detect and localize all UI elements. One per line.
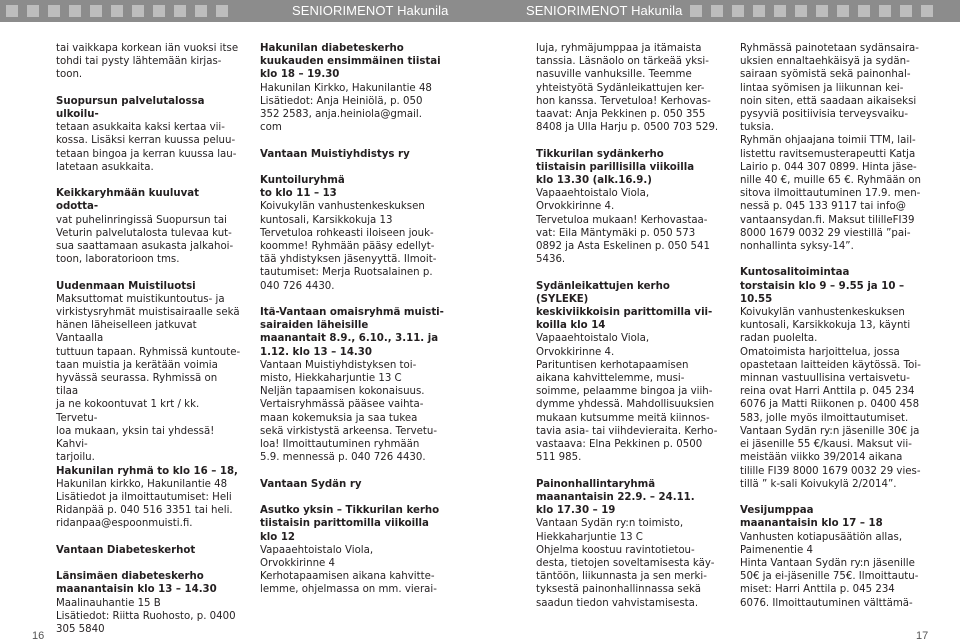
text-line: dymme yhdessä. Mahdollisuuksien bbox=[536, 399, 715, 411]
text-line: Ryhmässä painotetaan sydänsaira- bbox=[740, 43, 919, 54]
text-line: Sydänleikattujen kerho (SYLEKE) bbox=[536, 280, 670, 305]
text-line: Länsimäen diabeteskerho bbox=[56, 571, 204, 583]
header-square bbox=[216, 5, 228, 17]
text-line: lemme, ohjelmassa on mm. vierai- bbox=[260, 584, 437, 596]
text-line: loa mukaan, yksin tai yhdessä! Kahvi- bbox=[56, 425, 215, 451]
text-line: Uudenmaan Muistiluotsi bbox=[56, 280, 196, 292]
text-line: com bbox=[260, 122, 282, 134]
text-line: misto, Hiekkaharjuntie 13 C bbox=[260, 373, 402, 385]
text-column-2 bbox=[260, 42, 446, 597]
text-line: hyvässä seurassa. Ryhmissä on tilaa bbox=[56, 373, 218, 398]
paragraph-spacer bbox=[56, 266, 242, 279]
text-line: tavia asia- tai viihdevieraita. Kerho- bbox=[536, 425, 718, 437]
text-line: Vantaan Muistiyhdistyksen toi- bbox=[260, 359, 417, 371]
text-line: Vanhusten kotiapusäätiön allas, bbox=[740, 531, 903, 543]
text-column-4 bbox=[740, 42, 936, 610]
text-line: tetaan bingoa ja kerran kuussa lau- bbox=[56, 148, 237, 160]
text-line: klo 18 – 19.30 bbox=[260, 69, 340, 81]
paragraph-spacer bbox=[536, 465, 722, 478]
header-square bbox=[153, 5, 165, 17]
text-line: 50€ ja ei-jäsenille 75€. Ilmoittautu- bbox=[740, 571, 919, 583]
text-line: 352 2583, anja.heiniola@gmail. bbox=[260, 109, 422, 121]
header-title-left: SENIORIMENOT Hakunila bbox=[292, 3, 449, 18]
text-line: Orvokkirinne 4. bbox=[536, 346, 615, 358]
text-line: nille 40 €, muille 65 €. Ryhmään on bbox=[740, 175, 921, 187]
header-square bbox=[900, 5, 912, 17]
text-line: tetaan asukkaita kaksi kertaa vii- bbox=[56, 122, 225, 134]
paragraph-spacer bbox=[260, 465, 446, 478]
paragraph-spacer bbox=[56, 531, 242, 544]
text-line: tiistaisin parittomilla viikoilla bbox=[260, 518, 429, 530]
page-number-right: 17 bbox=[916, 630, 929, 642]
text-line: desta, tietojen soveltamisesta käy- bbox=[536, 557, 715, 569]
text-line: hänen läheiselleen jatkuvat Vantaalla bbox=[56, 320, 197, 345]
text-line: kossa. Lisäksi kerran kuussa peluu- bbox=[56, 135, 236, 147]
text-line: Itä-Vantaan omaisryhmä muisti- bbox=[260, 307, 444, 319]
text-column-3 bbox=[536, 42, 722, 610]
header-square bbox=[6, 5, 18, 17]
text-line: Lisätiedot ja ilmoittautumiset: Heli bbox=[56, 491, 232, 503]
text-line: Tervetuloa mukaan! Kerhovastaa- bbox=[536, 214, 708, 226]
text-line: nasuville vanhuksille. Teemme bbox=[536, 69, 692, 81]
header-title-right: SENIORIMENOT Hakunila bbox=[526, 3, 683, 18]
text-line: noin siten, että saadaan aikaiseksi bbox=[740, 95, 917, 107]
text-line: luja, ryhmäjumppaa ja itämaista bbox=[536, 43, 702, 54]
text-line: tuttuun tapaan. Ryhmissä kuntoute- bbox=[56, 346, 241, 358]
text-line: Keikkaryhmään kuuluvat odotta- bbox=[56, 188, 200, 213]
text-line: sairaan syömistä sekä painonhal- bbox=[740, 69, 911, 81]
text-line: Maalinauhantie 15 B bbox=[56, 597, 161, 609]
header-square bbox=[837, 5, 849, 17]
text-line: kuntosali, Karsikkokuja 13, käynti bbox=[740, 320, 911, 332]
paragraph-spacer bbox=[260, 134, 446, 147]
header-square bbox=[858, 5, 870, 17]
text-line: Hiekkaharjuntie 13 C bbox=[536, 531, 643, 543]
header-bar bbox=[0, 0, 960, 22]
header-square bbox=[816, 5, 828, 17]
text-line: Lairio p. 044 307 0899. Hinta jäse- bbox=[740, 161, 917, 173]
header-square bbox=[711, 5, 723, 17]
text-line: Vertaisryhmässä pääsee vaihta- bbox=[260, 399, 424, 411]
text-line: tautumiset: Merja Ruotsalainen p. bbox=[260, 267, 433, 279]
text-line: Hakunilan kirkko, Hakunilantie 48 bbox=[56, 478, 228, 490]
header-square bbox=[921, 5, 933, 17]
paragraph-spacer bbox=[56, 174, 242, 187]
text-line: maan kokemuksia ja saa tukea bbox=[260, 412, 418, 424]
page-number-left: 16 bbox=[32, 630, 45, 642]
text-column-1 bbox=[56, 42, 242, 636]
text-line: maanantaisin 22.9. – 24.11. bbox=[536, 491, 695, 503]
text-line: tarjoilu. bbox=[56, 452, 95, 464]
text-line: Veturin palvelutalosta tulevaa kut- bbox=[56, 227, 232, 239]
paragraph-spacer bbox=[260, 161, 446, 174]
text-line: mukaan kutsumme meitä kiinnos- bbox=[536, 412, 710, 424]
text-line: Parituntisen kerhotapaamisen bbox=[536, 359, 689, 371]
text-line: keskiviikkoisin parittomilla vii- bbox=[536, 307, 713, 319]
header-square bbox=[774, 5, 786, 17]
text-line: vat puhelinringissä Suopursun tai bbox=[56, 214, 227, 226]
text-line: tillä ” k-sali Koivukylä 2/2014”. bbox=[740, 478, 897, 490]
text-line: koomme! Ryhmään pääsy edellyt- bbox=[260, 241, 435, 253]
text-line: 6076 ja Matti Riikonen p. 0400 458 bbox=[740, 399, 920, 411]
text-line: täntöön, liikunnasta ja sen merki- bbox=[536, 571, 707, 583]
text-line: torstaisin klo 9 – 9.55 ja 10 – 10.55 bbox=[740, 280, 905, 305]
text-line: 8000 1679 0032 29 viestillä ”pai- bbox=[740, 227, 911, 239]
text-line: Vantaan Sydän ry bbox=[260, 478, 362, 490]
text-line: aikana kahvittelemme, musi- bbox=[536, 373, 685, 385]
paragraph-spacer bbox=[56, 82, 242, 95]
paragraph-spacer bbox=[260, 491, 446, 504]
text-line: 305 5840 bbox=[56, 623, 105, 635]
text-line: klo 12 bbox=[260, 531, 295, 543]
header-square bbox=[69, 5, 81, 17]
text-line: miset: Harri Anttila p. 045 234 bbox=[740, 584, 895, 596]
text-line: sitova ilmoittautuminen 17.9. men- bbox=[740, 188, 921, 200]
text-line: minnan vastuullisina vertaisvetu- bbox=[740, 373, 910, 385]
text-line: vastaava: Elna Pekkinen p. 0500 bbox=[536, 439, 703, 451]
text-line: maanantaisin klo 17 – 18 bbox=[740, 518, 883, 530]
text-line: Kerhotapaamisen aikana kahvitte- bbox=[260, 571, 435, 583]
text-line: ridanpaa@espoonmuisti.fi. bbox=[56, 518, 193, 530]
text-line: lintaa syömisen ja liikunnan kei- bbox=[740, 82, 904, 94]
text-line: 1.12. klo 13 – 14.30 bbox=[260, 346, 372, 358]
text-line: to klo 11 – 13 bbox=[260, 188, 337, 200]
text-line: Omatoimista harjoittelua, jossa bbox=[740, 346, 900, 358]
text-line: Orvokkirinne 4 bbox=[260, 557, 336, 569]
text-line: sekä virkistystä arkeensa. Tervetu- bbox=[260, 425, 438, 437]
text-line: uksien ennaltaehkäisyä ja sydän- bbox=[740, 56, 910, 68]
header-square bbox=[732, 5, 744, 17]
paragraph-spacer bbox=[740, 253, 936, 266]
text-line: Koivukylän vanhustenkeskuksen bbox=[260, 201, 425, 213]
header-square bbox=[195, 5, 207, 17]
text-line: ei jäsenille 55 €/kausi. Maksut vii- bbox=[740, 439, 912, 451]
text-line: Tervetuloa rohkeasti iloiseen jouk- bbox=[260, 227, 434, 239]
text-line: Kuntoiluryhmä bbox=[260, 175, 345, 187]
text-line: Kuntosalitoimintaa bbox=[740, 267, 850, 279]
text-line: tää yhdistyksen jäsenyyttä. Ilmoit- bbox=[260, 254, 437, 266]
text-line: ja ne kokoontuvat 1 krt / kk. Tervetu- bbox=[56, 399, 200, 424]
text-line: Neljän tapaamisen kokonaisuus. bbox=[260, 386, 425, 398]
text-line: saadun tiedon vahvistamisesta. bbox=[536, 597, 699, 609]
text-line: toon. bbox=[56, 69, 83, 81]
paragraph-spacer bbox=[740, 491, 936, 504]
text-line: Vesijumppaa bbox=[740, 505, 814, 517]
text-line: tanssia. Läsnäolo on tärkeää yksi- bbox=[536, 56, 709, 68]
text-line: tilille FI39 8000 1679 0032 29 vies- bbox=[740, 465, 921, 477]
text-line: Asutko yksin – Tikkurilan kerho bbox=[260, 505, 440, 517]
header-square bbox=[690, 5, 702, 17]
text-line: taavat: Anja Pekkinen p. 050 355 bbox=[536, 109, 706, 121]
text-line: sua saattamaan asukasta jalkahoi- bbox=[56, 241, 234, 253]
paragraph-spacer bbox=[260, 293, 446, 306]
header-decoration-right bbox=[690, 5, 933, 17]
text-line: Koivukylän vanhustenkeskuksen bbox=[740, 307, 905, 319]
text-line: tohdi tai pysty lähtemään kirjas- bbox=[56, 56, 222, 68]
header-square bbox=[48, 5, 60, 17]
text-line: radan puolelta. bbox=[740, 333, 818, 345]
text-line: meistään viikko 39/2014 aikana bbox=[740, 452, 903, 464]
header-square bbox=[174, 5, 186, 17]
text-line: virkistysryhmät muistisairaalle sekä bbox=[56, 307, 240, 319]
text-line: reina ovat Harri Anttila p. 045 234 bbox=[740, 386, 915, 398]
text-line: Paimenentie 4 bbox=[740, 544, 813, 556]
text-line: Ryhmän ohjaajana toimii TTM, lail- bbox=[740, 135, 916, 147]
text-line: tiistaisin parillisilla viikoilla bbox=[536, 161, 695, 173]
text-line: Orvokkirinne 4. bbox=[536, 201, 615, 213]
header-decoration-left bbox=[6, 5, 228, 17]
text-line: toon, laboratorioon tms. bbox=[56, 254, 180, 266]
header-square bbox=[27, 5, 39, 17]
text-line: Ohjelma koostuu ravintotietou- bbox=[536, 544, 695, 556]
text-line: kuukauden ensimmäinen tiistai bbox=[260, 56, 441, 68]
text-line: Painonhallintaryhmä bbox=[536, 478, 656, 490]
text-line: maanantaisin klo 13 – 14.30 bbox=[56, 584, 217, 596]
text-line: 8408 ja Ulla Harju p. 0500 703 529. bbox=[536, 122, 719, 134]
text-line: 5436. bbox=[536, 254, 566, 266]
text-line: soimme, pelaamme bingoa ja viih- bbox=[536, 386, 713, 398]
text-line: 5.9. mennessä p. 040 726 4430. bbox=[260, 452, 426, 464]
text-line: nessä p. 045 133 9117 tai info@ bbox=[740, 201, 906, 213]
header-square bbox=[753, 5, 765, 17]
text-line: 511 985. bbox=[536, 452, 582, 464]
text-line: Vantaan Sydän ry:n toimisto, bbox=[536, 518, 684, 530]
text-line: hon kanssa. Tervetuloa! Kerhovas- bbox=[536, 95, 711, 107]
text-line: tyksestä painonhallinnassa sekä bbox=[536, 584, 701, 596]
paragraph-spacer bbox=[536, 134, 722, 147]
text-line: koilla klo 14 bbox=[536, 320, 606, 332]
text-line: Vapaaehtoistalo Viola, bbox=[260, 544, 374, 556]
text-line: listettu ravitsemusterapeutti Katja bbox=[740, 148, 916, 160]
text-line: pysyviä positiivisia terveysvaiku- bbox=[740, 109, 909, 121]
header-square bbox=[795, 5, 807, 17]
text-line: opastetaan laitteiden käytössä. Toi- bbox=[740, 359, 921, 371]
text-line: taan muistia ja kerätään voimia bbox=[56, 359, 218, 371]
text-line: Vapaaehtoistalo Viola, bbox=[536, 188, 650, 200]
text-line: Maksuttomat muistikuntoutus- ja bbox=[56, 293, 225, 305]
header-square bbox=[879, 5, 891, 17]
text-line: Ridanpää p. 040 516 3351 tai heli. bbox=[56, 505, 233, 517]
text-line: Tikkurilan sydänkerho bbox=[536, 148, 664, 160]
text-line: 040 726 4430. bbox=[260, 280, 335, 292]
text-line: 6076. Ilmoittautuminen välttämä- bbox=[740, 597, 913, 609]
text-line: Lisätiedot: Anja Heiniölä, p. 050 bbox=[260, 95, 423, 107]
text-line: klo 17.30 – 19 bbox=[536, 505, 616, 517]
text-line: vat: Eila Mäntymäki p. 050 573 bbox=[536, 227, 696, 239]
text-line: sairaiden läheisille bbox=[260, 320, 369, 332]
text-line: loa! Ilmoittautuminen ryhmään bbox=[260, 439, 420, 451]
header-square bbox=[132, 5, 144, 17]
text-line: Hakunilan Kirkko, Hakunilantie 48 bbox=[260, 82, 432, 94]
text-line: Suopursun palvelutalossa ulkoilu- bbox=[56, 95, 205, 121]
text-line: latetaan asukkaita. bbox=[56, 161, 154, 173]
text-line: vantaansydan.fi. Maksut tililleFI39 bbox=[740, 214, 915, 226]
paragraph-spacer bbox=[536, 266, 722, 279]
text-line: maanantait 8.9., 6.10., 3.11. ja bbox=[260, 333, 439, 345]
text-line: Vantaan Diabeteskerhot bbox=[56, 544, 196, 556]
text-line: 583, jolle myös ilmoittautumiset. bbox=[740, 412, 909, 424]
text-line: klo 13.30 (alk.16.9.) bbox=[536, 175, 652, 187]
text-line: tuksia. bbox=[740, 122, 774, 134]
text-line: Vapaaehtoistalo Viola, bbox=[536, 333, 650, 345]
text-line: Vantaan Muistiyhdistys ry bbox=[260, 148, 410, 160]
paragraph-spacer bbox=[56, 557, 242, 570]
text-line: Hakunilan ryhmä to klo 16 – 18, bbox=[56, 465, 238, 477]
header-square bbox=[111, 5, 123, 17]
text-line: tai vaikkapa korkean iän vuoksi itse bbox=[56, 43, 239, 54]
text-line: Hinta Vantaan Sydän ry:n jäsenille bbox=[740, 557, 915, 569]
text-line: kuntosali, Karsikkokuja 13 bbox=[260, 214, 393, 226]
text-line: Hakunilan diabeteskerho bbox=[260, 43, 404, 54]
text-line: yhteistyötä Sydänleikattujen ker- bbox=[536, 82, 705, 94]
text-line: 0892 ja Asta Eskelinen p. 050 541 bbox=[536, 241, 710, 253]
header-square bbox=[90, 5, 102, 17]
text-line: Vantaan Sydän ry:n jäsenille 30€ ja bbox=[740, 425, 920, 437]
text-line: Lisätiedot: Riitta Ruohosto, p. 0400 bbox=[56, 610, 236, 622]
text-line: nonhallinta syksy-14”. bbox=[740, 241, 854, 253]
